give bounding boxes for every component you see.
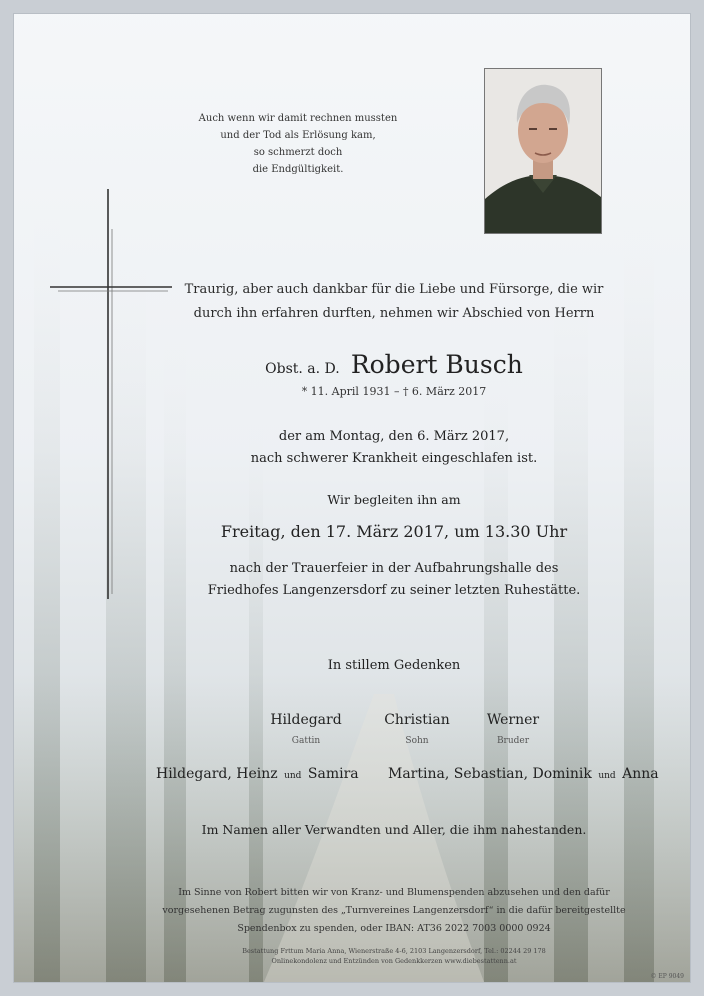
donation-line: Im Sinne von Robert bitten wir von Kranz- und Blumenspenden abzusehen und den dafür: [178, 887, 610, 898]
family-member-name: Werner: [486, 712, 540, 728]
donation-notice: [134, 884, 654, 938]
accompany-text: Wir begleiten ihn am: [327, 492, 461, 507]
burial-line: Friedhofes Langenzersdorf zu seiner letzten Ruhestätte.: [207, 583, 581, 598]
funeral-home-footer: [164, 946, 624, 966]
deceased-name: Robert Busch: [350, 350, 523, 379]
portrait-photo: [484, 68, 602, 234]
intro-text: [164, 278, 624, 326]
grandchildren-names: Samira: [307, 766, 359, 782]
death-notice-line: nach schwerer Krankheit eingeschlafen ist.: [250, 451, 538, 466]
grandchildren-names: Martina, Sebastian, Dominik: [388, 766, 592, 782]
conjunction: und: [598, 771, 616, 781]
military-rank: Obst. a. D.: [265, 361, 340, 377]
funeral-date: Freitag, den 17. März 2017, um 13.30 Uhr: [220, 522, 568, 541]
family-member-name: Christian: [384, 712, 450, 728]
grandchildren-names: Anna: [622, 766, 659, 782]
grandchildren-names: Hildegard, Heinz: [156, 766, 278, 782]
intro-line: durch ihn erfahren durften, nehmen wir Abschied von Herrn: [193, 306, 595, 321]
footer-line: Bestattung Frttum Maria Anna, Wienerstraße 4-6, 2103 Langenzersdorf, Tel.: 02244 29 178: [242, 947, 546, 955]
family-member-relation: Sohn: [405, 736, 429, 746]
donation-line: vorgesehenen Betrag zugunsten des „Turnvereines Langenzersdorf“ in die dafür bereitgestellte: [162, 905, 626, 916]
donation-line: Spendenbox zu spenden, oder IBAN: AT36 2022 7003 0000 0924: [237, 923, 551, 934]
quote-line: und der Tod als Erlösung kam,: [220, 130, 376, 141]
life-dates: * 11. April 1931 – † 6. März 2017: [301, 385, 487, 398]
burial-place: [164, 558, 624, 602]
template-code: © EP 9049: [650, 973, 684, 980]
family-member-relation: Bruder: [496, 736, 530, 746]
footer-line: Onlinekondolenz und Entzünden von Gedenkkerzen www.diebestattenn.at: [271, 957, 517, 965]
death-notice: [164, 426, 624, 470]
cross-icon: [50, 189, 174, 599]
deceased-name-line: [164, 350, 624, 379]
quote-line: die Endgültigkeit.: [252, 164, 344, 175]
quote-line: so schmerzt doch: [253, 147, 343, 158]
family-member-relation: Gattin: [291, 736, 321, 746]
relatives-line: Im Namen aller Verwandten und Aller, die ihm nahestanden.: [201, 822, 587, 837]
intro-line: Traurig, aber auch dankbar für die Liebe und Fürsorge, die wir: [184, 282, 604, 297]
conjunction: und: [284, 771, 302, 781]
grandchildren-right: [388, 766, 659, 782]
portrait-image: [485, 69, 601, 233]
in-memory-heading: In stillem Gedenken: [327, 658, 461, 673]
quote-line: Auch wenn wir damit rechnen mussten: [198, 113, 398, 124]
burial-line: nach der Trauerfeier in der Aufbahrungshalle des: [229, 561, 559, 576]
grandchildren-left: [156, 766, 359, 782]
parte-card: [14, 14, 690, 982]
family-member-name: Hildegard: [270, 712, 342, 728]
death-notice-line: der am Montag, den 6. März 2017,: [278, 429, 510, 444]
quote-block: [174, 110, 422, 178]
